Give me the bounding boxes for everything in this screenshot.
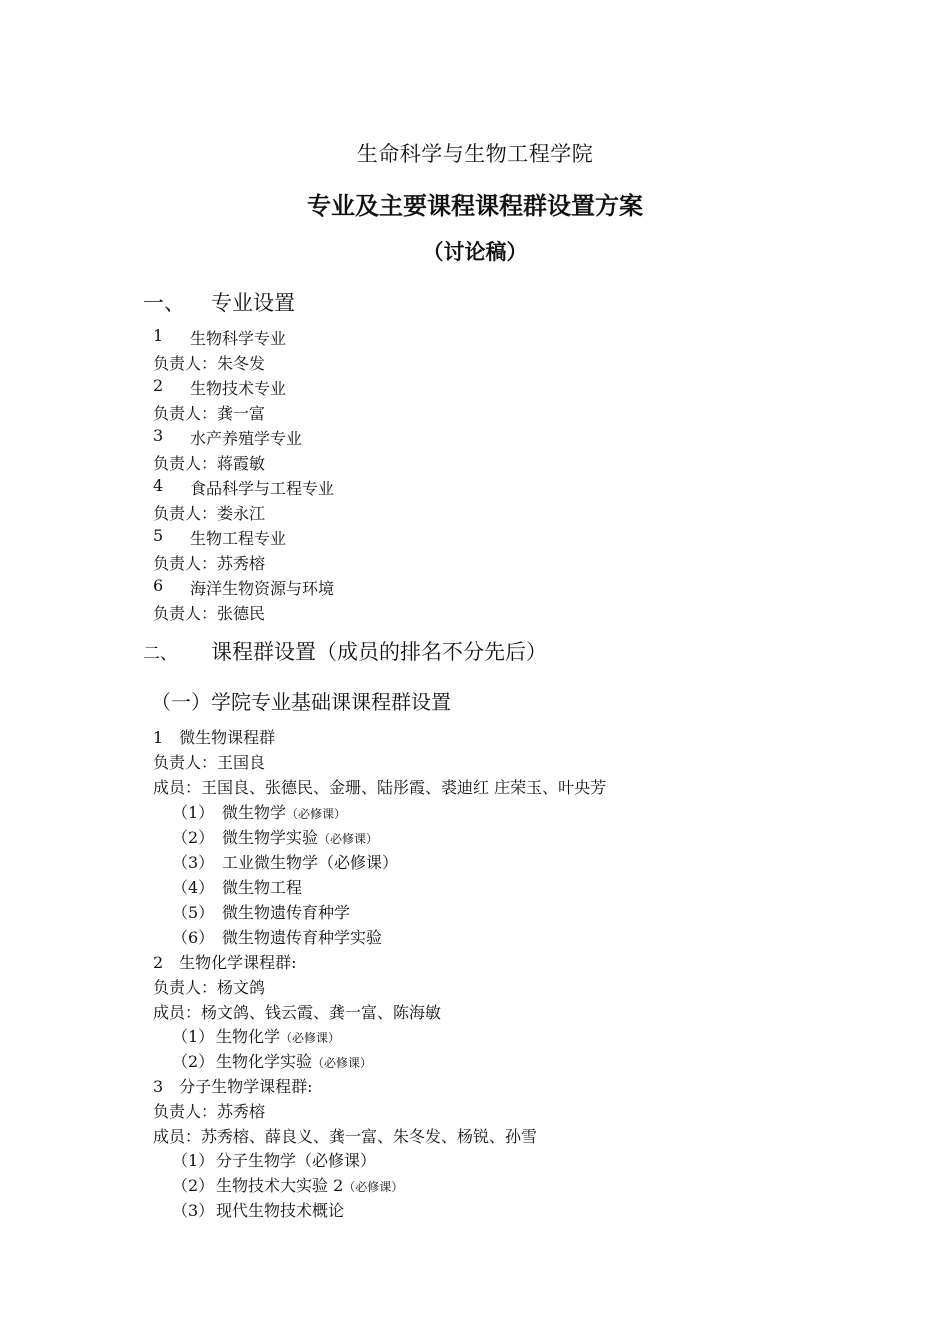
course-item: （3） 工业微生物学（必修课） (172, 853, 399, 872)
course-note: （必修课） (318, 832, 379, 846)
school-name: 生命科学与生物工程学院 (356, 142, 594, 166)
section-1-heading (143, 287, 543, 315)
course-name: 生物技术大实验 2 (216, 1176, 344, 1195)
major-name: 生物科学专业 (190, 329, 287, 348)
course-group-members: 成员：苏秀榕、薛良义、龚一富、朱冬发、杨锐、孙雪 (153, 1127, 538, 1146)
course-name: 微生物遗传育种学 (222, 903, 351, 922)
course-note: （必修课） (312, 1056, 373, 1070)
major-lead: 负责人：朱冬发 (153, 354, 266, 373)
major-item: 4 食品科学与工程专业 (153, 476, 335, 498)
course-group-lead: 负责人：苏秀榕 (153, 1102, 266, 1121)
course-group-heading: 1 微生物课程群 (153, 728, 276, 747)
course-group-lead: 负责人：王国良 (153, 753, 266, 772)
course-group-lead: 负责人：杨文鸽 (153, 978, 266, 997)
major-item: 5 生物工程专业 (153, 526, 287, 548)
major-lead: 负责人：娄永江 (153, 504, 266, 523)
major-name: 食品科学与工程专业 (190, 479, 335, 498)
course-item: （2） 微生物学实验（必修课） (172, 828, 379, 847)
course-group-members: 成员：杨文鸽、钱云霞、龚一富、陈海敏 (153, 1003, 442, 1022)
course-note: （必修课） (343, 1180, 404, 1194)
subsection-1-title: （一）学院专业基础课课程群设置 (151, 690, 451, 714)
course-name: 微生物工程 (222, 878, 303, 897)
course-item: （6） 微生物遗传育种学实验 (172, 928, 383, 947)
course-item: （1） 微生物学（必修课） (172, 803, 347, 822)
course-group-members: 成员：王国良、张德民、金珊、陆彤霞、裘迪红 庄荣玉、叶央芳 (153, 778, 607, 797)
section-1-number: 一、 (143, 291, 185, 315)
course-name: 微生物学 (222, 803, 287, 822)
course-item: （1） 分子生物学（必修课） (172, 1151, 377, 1170)
section-2-number: 二、 (143, 644, 177, 664)
course-name: 微生物学实验 (222, 828, 319, 847)
major-name: 生物技术专业 (190, 379, 287, 398)
document-subtitle: （讨论稿） (422, 239, 528, 264)
course-note: （必修课） (286, 807, 347, 821)
major-item: 3 水产养殖学专业 (153, 426, 303, 448)
course-group-heading: 3 分子生物学课程群: (153, 1077, 313, 1096)
course-group-heading: 2 生物化学课程群: (153, 953, 297, 972)
course-name: 生物化学实验 (216, 1052, 313, 1071)
course-item: （3） 现代生物技术概论 (172, 1201, 345, 1220)
course-item: （2） 生物技术大实验 2（必修课） (172, 1176, 404, 1195)
major-name: 生物工程专业 (190, 529, 287, 548)
document-title: 专业及主要课程课程群设置方案 (307, 191, 643, 220)
course-name: 微生物遗传育种学实验 (222, 928, 383, 947)
course-item: （4） 微生物工程 (172, 878, 303, 897)
major-item: 6 海洋生物资源与环境 (153, 576, 335, 598)
section-2-title: 课程群设置（成员的排名不分先后） (211, 640, 547, 664)
course-name: 工业微生物学（必修课） (222, 853, 399, 872)
major-lead: 负责人：蒋霞敏 (153, 454, 266, 473)
major-lead: 负责人：苏秀榕 (153, 554, 266, 573)
course-name: 分子生物学（必修课） (216, 1151, 377, 1170)
course-item: （1） 生物化学（必修课） (172, 1027, 341, 1046)
course-item: （2） 生物化学实验（必修课） (172, 1052, 373, 1071)
course-item: （5） 微生物遗传育种学 (172, 903, 351, 922)
course-name: 现代生物技术概论 (216, 1201, 345, 1220)
major-lead: 负责人：张德民 (153, 604, 266, 623)
course-name: 生物化学 (216, 1027, 281, 1046)
major-name: 海洋生物资源与环境 (190, 579, 335, 598)
course-note: （必修课） (280, 1031, 341, 1045)
major-lead: 负责人：龚一富 (153, 404, 266, 423)
section-2-heading (143, 636, 743, 664)
section-1-title: 专业设置 (211, 291, 295, 315)
major-item: 1 生物科学专业 (153, 326, 287, 348)
major-name: 水产养殖学专业 (190, 429, 303, 448)
major-item: 2 生物技术专业 (153, 376, 287, 398)
